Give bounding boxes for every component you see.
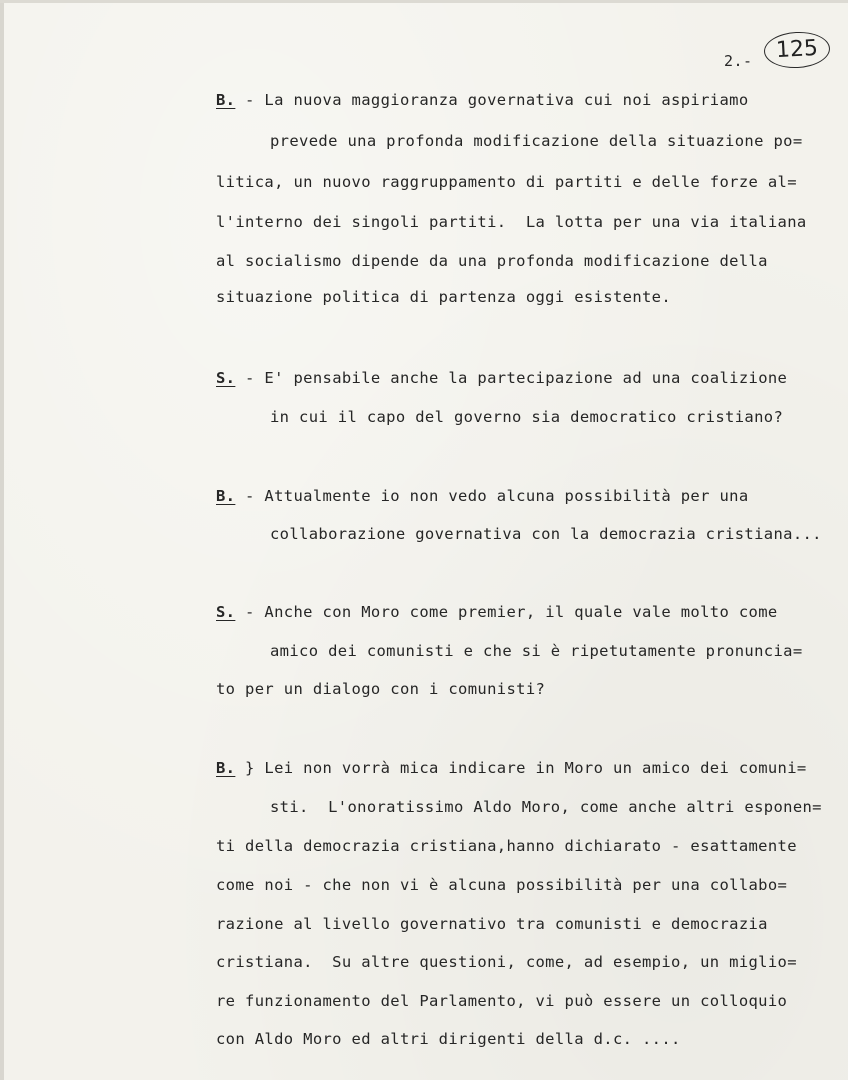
speaker-label: B. [216, 759, 236, 777]
block-1-line-1: B. - La nuova maggioranza governativa cui noi aspiriamo [216, 91, 749, 109]
block-2-line-1: S. - E' pensabile anche la partecipazione ad una coalizione [216, 369, 788, 387]
block-2-line-2: in cui il capo del governo sia democratico cristiano? [270, 408, 784, 426]
block-5-line-5: razione al livello governativo tra comunisti e democrazia [216, 915, 768, 933]
block-5-line-3: ti della democrazia cristiana,hanno dichiarato - esattamente [216, 837, 797, 855]
block-5-line-4: come noi - che non vi è alcuna possibilità per una collabo= [216, 876, 788, 894]
block-4-line-2: amico dei comunisti e che si è ripetutamente pronuncia= [270, 642, 803, 660]
block-3-line-2: collaborazione governativa con la democrazia cristiana... [270, 525, 822, 543]
page-number: 2.- [724, 52, 753, 70]
archive-number-stamp: 125 [763, 30, 831, 69]
block-1-line-5: al socialismo dipende da una profonda modificazione della [216, 252, 768, 270]
page-edge-top [0, 0, 848, 3]
speaker-label: S. [216, 369, 236, 387]
block-5-line-8: con Aldo Moro ed altri dirigenti della d.c. .... [216, 1030, 681, 1048]
block-5-line-6: cristiana. Su altre questioni, come, ad esempio, un miglio= [216, 953, 797, 971]
block-5-line-2: sti. L'onoratissimo Aldo Moro, come anche altri esponen= [270, 798, 822, 816]
page-edge-left [0, 0, 4, 1080]
block-5-line-7: re funzionamento del Parlamento, vi può essere un colloquio [216, 992, 788, 1010]
block-1-line-6: situazione politica di partenza oggi esistente. [216, 288, 672, 306]
block-1-line-2: prevede una profonda modificazione della situazione po= [270, 132, 803, 150]
speaker-label: B. [216, 91, 236, 109]
block-4-line-1: S. - Anche con Moro come premier, il quale vale molto come [216, 603, 778, 621]
block-1-line-4: l'interno dei singoli partiti. La lotta per una via italiana [216, 213, 807, 231]
speaker-label: B. [216, 487, 236, 505]
block-1-line-3: litica, un nuovo raggruppamento di partiti e delle forze al= [216, 173, 797, 191]
speaker-label: S. [216, 603, 236, 621]
block-3-line-1: B. - Attualmente io non vedo alcuna possibilità per una [216, 487, 749, 505]
block-4-line-3: to per un dialogo con i comunisti? [216, 680, 546, 698]
block-5-line-1: B. } Lei non vorrà mica indicare in Moro un amico dei comuni= [216, 759, 807, 777]
